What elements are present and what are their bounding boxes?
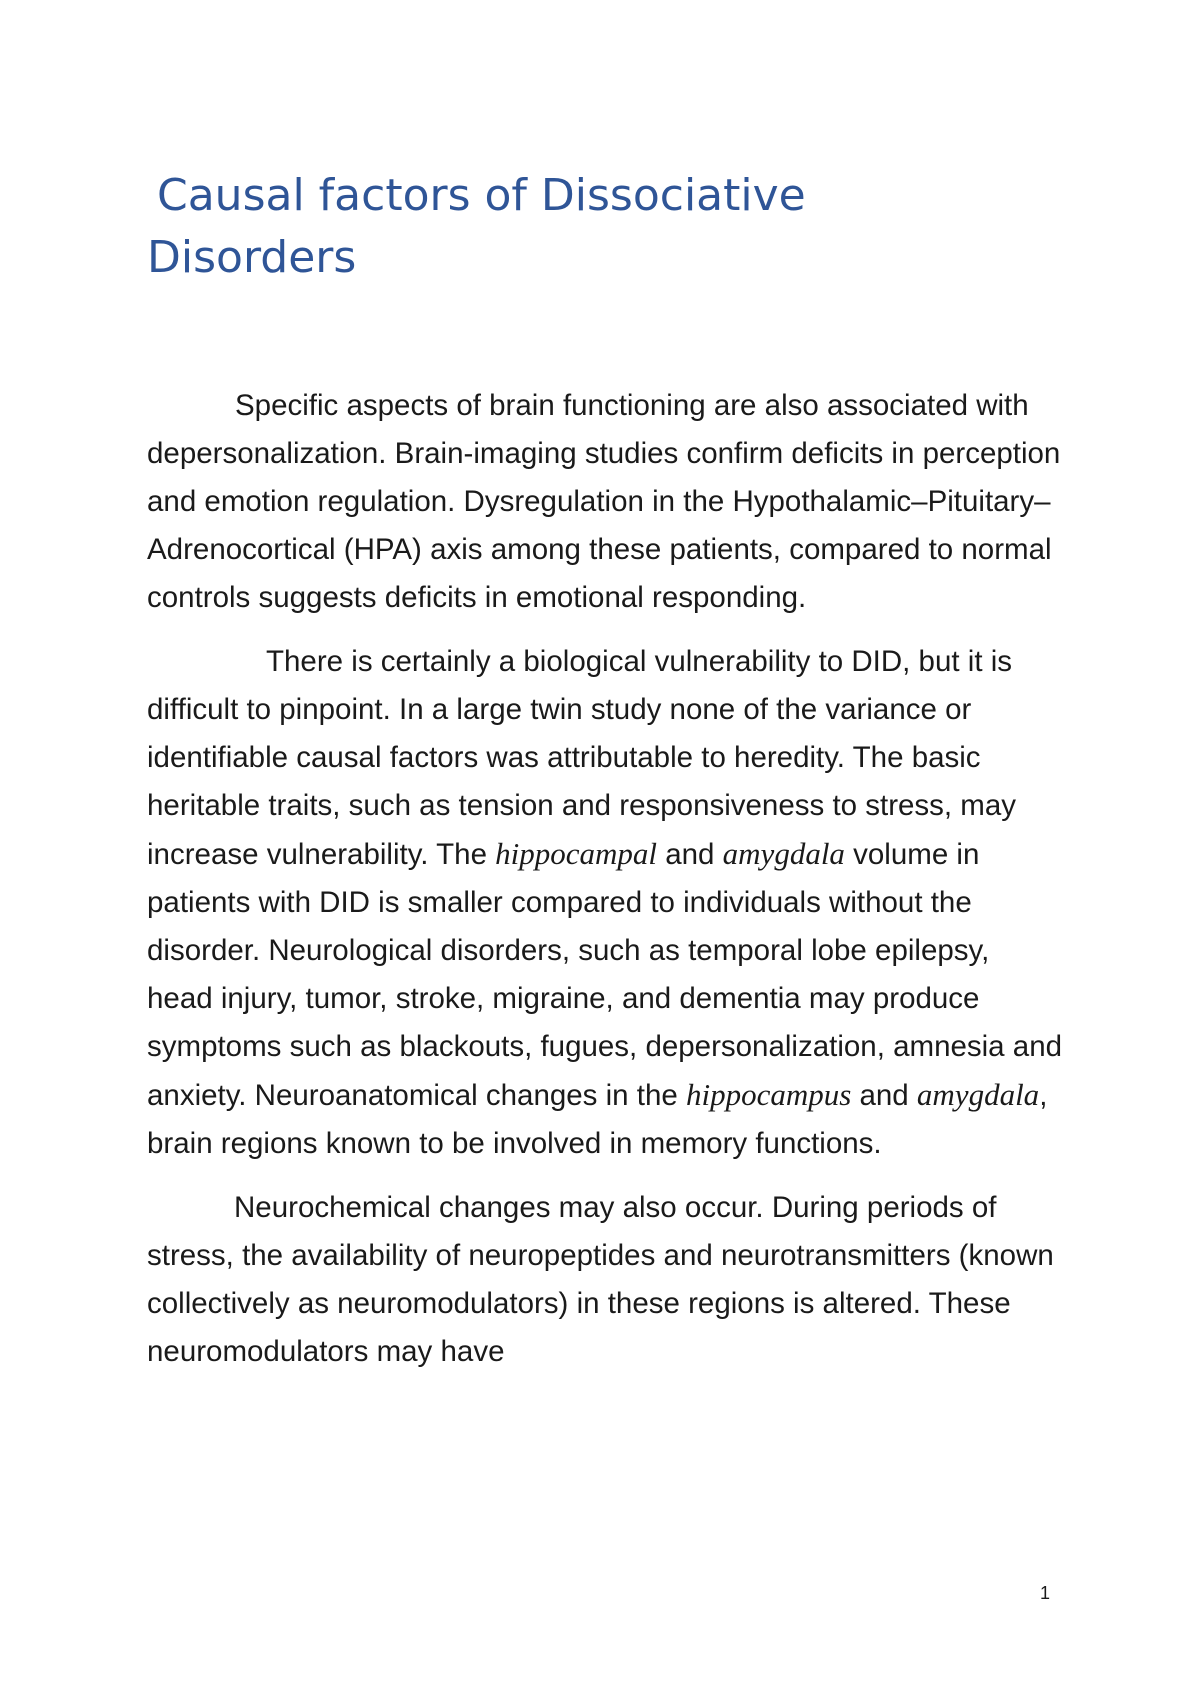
- paragraph-biological-vulnerability: [147, 638, 1062, 1168]
- paragraph-text: There is certainly a biological vulnerability to DID, but it is difficult to pinpoint. In a large twin study none of the variance or identifiable causal factors was attributable to heredity. The basic heritable traits, such as tension and responsiveness to stress, may increase vulnerability. The: [147, 645, 1017, 871]
- title-line-1: Causal factors of Dissociative: [157, 170, 806, 221]
- paragraph-brain-functioning: Specific aspects of brain functioning are also associated with depersonalization. Brain-imaging studies confirm deficits in perception and emotion regulation. Dysregulation in the Hypothalamic–Pituitary–Adrenocortical (HPA) axis among these patients, compared to normal controls suggests deficits in emotional responding.: [147, 389, 1061, 614]
- document-body: [147, 382, 1062, 1392]
- italic-term-hippocampus: hippocampus: [685, 1077, 852, 1112]
- paragraph-text: volume in patients with DID is smaller compared to individuals without the disorder. Neurological disorders, such as temporal lobe epilepsy, head injury, tumor, stroke, migraine, and dementia may produce symptoms such as blackouts, fugues, depersonalization, amnesia and anxiety. Neuroanatomical changes in the: [147, 838, 1063, 1112]
- paragraph-neurochemical-changes: Neurochemical changes may also occur. During periods of stress, the availability of neuropeptides and neurotransmitters (known collectively as neuromodulators) in these regions is altered. These neuromodulators may have: [147, 1191, 1054, 1368]
- italic-term-hippocampal: hippocampal: [495, 836, 658, 871]
- title-line-2: Disorders: [147, 232, 357, 283]
- document-title: [147, 165, 907, 289]
- paragraph-text: and: [851, 1079, 917, 1112]
- italic-term-amygdala: amygdala: [916, 1077, 1040, 1112]
- paragraph-text: and: [657, 838, 723, 871]
- paragraph-text: , brain regions known to be involved in memory functions.: [147, 1079, 1048, 1160]
- page-number: 1: [1040, 1583, 1051, 1603]
- italic-term-amygdala: amygdala: [722, 836, 845, 871]
